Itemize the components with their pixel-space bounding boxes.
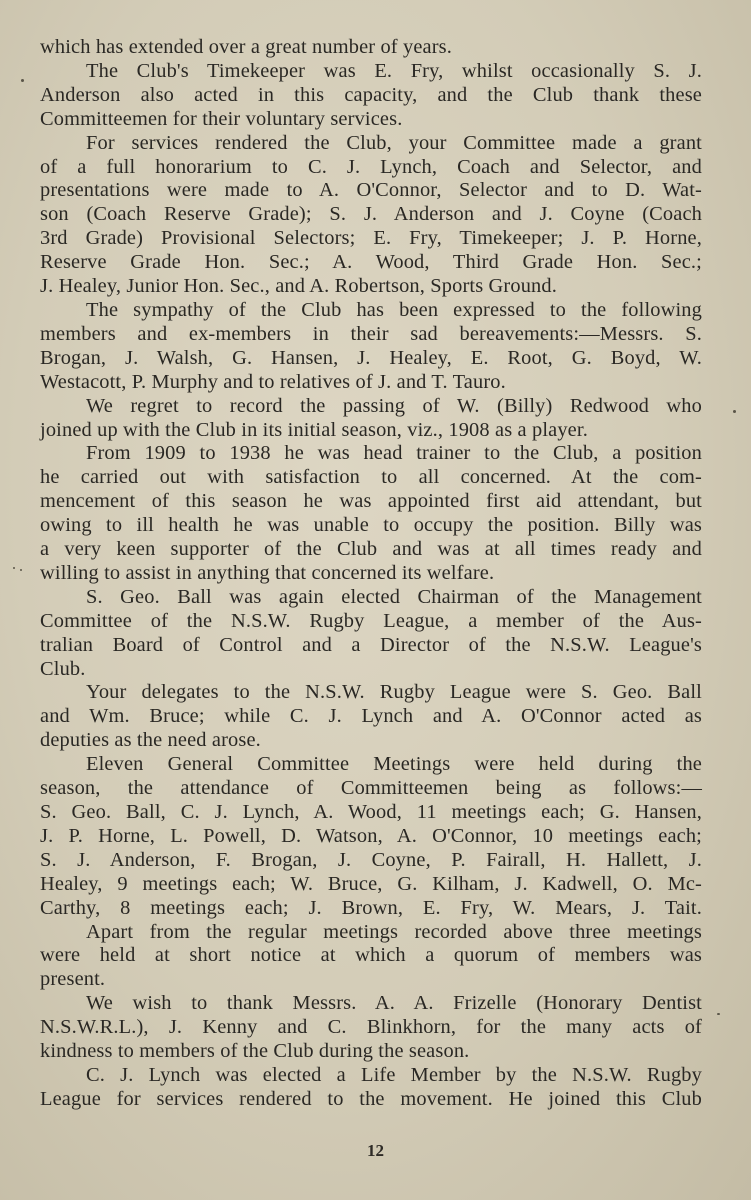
text-line: J. P. Horne, L. Powell, D. Watson, A. O'Connor, 10 meetings each; <box>40 824 702 847</box>
text-line: of a full honorarium to C. J. Lynch, Coach and Selector, and <box>40 155 702 178</box>
body-text <box>40 36 702 1112</box>
paper-speck <box>21 79 24 82</box>
text-line: C. J. Lynch was elected a Life Member by the N.S.W. Rugby <box>86 1063 702 1086</box>
text-line: S. J. Anderson, F. Brogan, J. Coyne, P. Fairall, H. Hallett, J. <box>40 848 702 871</box>
text-line: Healey, 9 meetings each; W. Bruce, G. Kilham, J. Kadwell, O. Mc- <box>40 872 702 895</box>
paper-speck <box>20 569 22 571</box>
text-line: For services rendered the Club, your Committee made a grant <box>86 131 702 154</box>
paper-speck <box>717 1013 720 1015</box>
text-line: N.S.W.R.L.), J. Kenny and C. Blinkhorn, for the many acts of <box>40 1016 702 1039</box>
text-line: willing to assist in anything that concerned its welfare. <box>40 561 495 584</box>
text-line: son (Coach Reserve Grade); S. J. Anderson and J. Coyne (Coach <box>40 203 702 226</box>
text-line: Club. <box>40 657 86 680</box>
text-line: S. Geo. Ball was again elected Chairman of the Management <box>86 585 702 608</box>
text-line: Carthy, 8 meetings each; J. Brown, E. Fry, W. Mears, J. Tait. <box>40 896 702 919</box>
text-line: members and ex-members in their sad bereavements:—Messrs. S. <box>40 322 702 345</box>
text-line: Westacott, P. Murphy and to relatives of J. and T. Tauro. <box>40 370 506 393</box>
text-line: tralian Board of Control and a Director of the N.S.W. League's <box>40 633 702 656</box>
text-line: The sympathy of the Club has been expressed to the following <box>86 298 702 321</box>
text-line: S. Geo. Ball, C. J. Lynch, A. Wood, 11 meetings each; G. Hansen, <box>40 801 702 823</box>
text-line: season, the attendance of Committeemen being as follows:— <box>40 777 702 800</box>
text-line: present. <box>40 968 106 991</box>
paper-speck <box>13 567 15 569</box>
text-line: Anderson also acted in this capacity, and the Club thank these <box>40 83 702 106</box>
text-line: kindness to members of the Club during the season. <box>40 1040 470 1063</box>
text-line: Committee of the N.S.W. Rugby League, a member of the Aus- <box>40 609 702 632</box>
text-line: deputies as the need arose. <box>40 729 261 752</box>
page-number: 12 <box>367 1141 384 1160</box>
text-line: Apart from the regular meetings recorded above three meetings <box>86 920 702 943</box>
text-line: Your delegates to the N.S.W. Rugby League were S. Geo. Ball <box>86 681 702 704</box>
text-line: were held at short notice at which a quorum of members was <box>40 944 702 967</box>
text-line: 3rd Grade) Provisional Selectors; E. Fry, Timekeeper; J. P. Horne, <box>40 227 702 250</box>
text-line: We wish to thank Messrs. A. A. Frizelle (Honorary Dentist <box>86 992 702 1015</box>
text-line: League for services rendered to the movement. He joined this Club <box>40 1087 702 1110</box>
text-line: which has extended over a great number of years. <box>40 36 453 58</box>
text-line: From 1909 to 1938 he was head trainer to the Club, a position <box>86 442 702 465</box>
text-line: Eleven General Committee Meetings were held during the <box>86 753 702 776</box>
text-line: Reserve Grade Hon. Sec.; A. Wood, Third Grade Hon. Sec.; <box>40 251 702 274</box>
paper-speck <box>733 410 736 413</box>
text-line: he carried out with satisfaction to all concerned. At the com- <box>40 466 702 489</box>
text-line: J. Healey, Junior Hon. Sec., and A. Robertson, Sports Ground. <box>40 275 557 298</box>
text-line: and Wm. Bruce; while C. J. Lynch and A. O'Connor acted as <box>40 705 702 728</box>
text-line: presentations were made to A. O'Connor, Selector and to D. Wat- <box>40 179 702 202</box>
text-line: mencement of this season he was appointed first aid attendant, but <box>40 490 702 513</box>
text-line: a very keen supporter of the Club and was at all times ready and <box>40 538 702 561</box>
text-line: owing to ill health he was unable to occupy the position. Billy was <box>40 514 702 537</box>
text-line: The Club's Timekeeper was E. Fry, whilst occasionally S. J. <box>86 59 702 82</box>
text-line: Brogan, J. Walsh, G. Hansen, J. Healey, E. Root, G. Boyd, W. <box>40 346 702 369</box>
text-line: joined up with the Club in its initial season, viz., 1908 as a player. <box>40 418 588 441</box>
text-line: Committeemen for their voluntary services. <box>40 107 403 130</box>
text-line: We regret to record the passing of W. (Billy) Redwood who <box>86 394 702 417</box>
